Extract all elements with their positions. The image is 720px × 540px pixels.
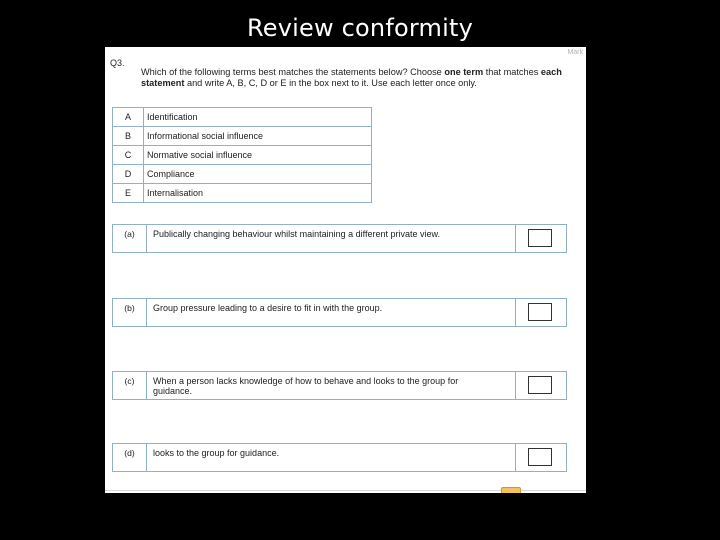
statement-label: (b) [113,299,147,326]
slide-title: Review conformity [247,14,473,42]
term-text: Normative social influence [144,146,372,165]
answer-box-a[interactable] [528,229,552,247]
instructions-part-1: Which of the following terms best matches the statements below? Choose [141,67,445,77]
term-row [113,127,372,146]
answer-box-b[interactable] [528,303,552,321]
term-letter: E [113,184,144,203]
statement-label: (c) [113,372,147,399]
statement-text: When a person lacks knowledge of how to behave and looks to the group for guidance. [153,376,459,396]
term-row [113,184,372,203]
instructions-emphasis-1: one term [444,67,484,77]
terms-table [112,107,372,203]
instructions-part-3: and write A, B, C, D or E in the box next to it. Use each letter once only. [184,78,477,88]
term-letter: D [113,165,144,184]
term-text: Identification [144,108,372,127]
answer-box-d[interactable] [528,448,552,466]
statement-label: (a) [113,225,147,252]
statement-text: looks to the group for guidance. [153,448,280,458]
statement-row-d [112,443,567,472]
statement-row-c [112,371,567,400]
answer-cell [515,225,566,252]
statement-text: Publically changing behaviour whilst maintaining a different private view. [153,229,440,239]
statement-row-b [112,298,567,327]
question-number: Q3. [110,58,125,68]
term-row [113,165,372,184]
term-row [113,146,372,165]
footer-tab[interactable] [501,487,521,493]
term-text: Internalisation [144,184,372,203]
statement-row-a [112,224,567,253]
statement-label: (d) [113,444,147,471]
statement-text: Group pressure leading to a desire to fit in with the group. [153,303,383,313]
instructions-emphasis-2: each statement [141,67,562,88]
instructions-part-2: that matches [483,67,541,77]
term-text: Compliance [144,165,372,184]
term-letter: C [113,146,144,165]
term-text: Informational social influence [144,127,372,146]
mark-label: Mark [567,49,583,56]
answer-cell [515,444,566,471]
worksheet-page [105,47,586,493]
answer-cell [515,372,566,399]
term-row [113,108,372,127]
question-instructions [141,67,586,89]
answer-box-c[interactable] [528,376,552,394]
term-letter: B [113,127,144,146]
answer-cell [515,299,566,326]
term-letter: A [113,108,144,127]
